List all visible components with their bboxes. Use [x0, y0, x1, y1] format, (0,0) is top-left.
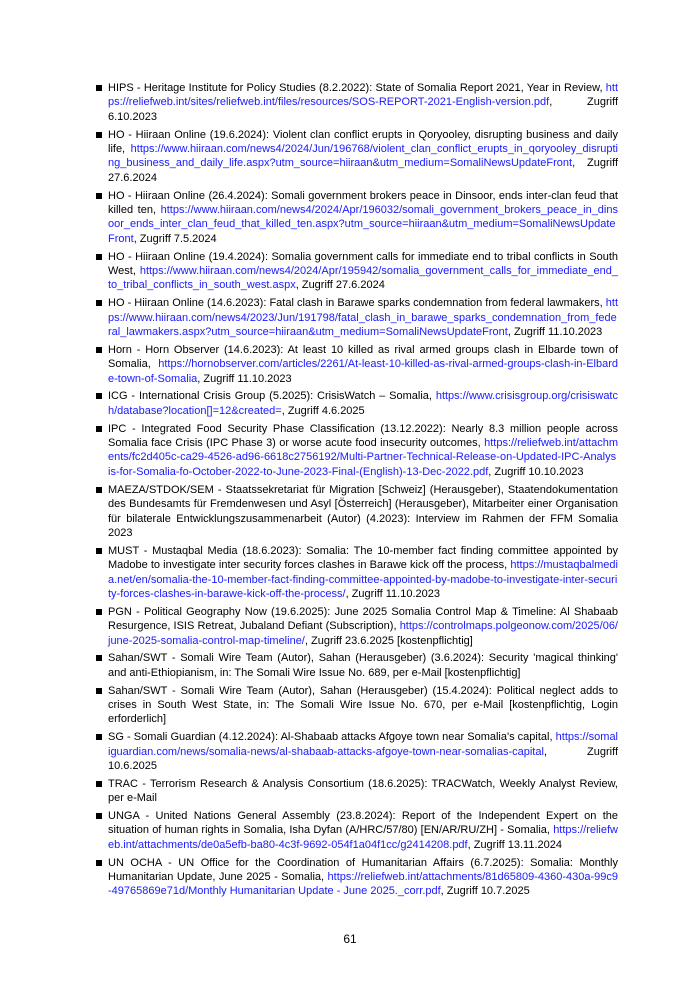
reference-link[interactable]: https://hornobserver.com/articles/2261/At-least-10-killed-as-rival-armed-groups-clash-in-Elbarde-town-of-Somalia: [108, 358, 618, 385]
reference-item: [96, 189, 618, 247]
bullet-icon: [96, 813, 102, 819]
reference-item: [96, 296, 618, 339]
reference-item: [96, 544, 618, 602]
reference-link[interactable]: https://reliefweb.int/sites/reliefweb.int/files/resources/SOS-REPORT-2021-English-version.pdf: [108, 82, 618, 109]
reference-access-date: , Zugriff 27.6.2024: [108, 157, 618, 184]
reference-text: HO - Hiiraan Online (26.4.2024): Somali government brokers peace in Dinsoor, ends inter-clan feud that killed ten,: [108, 189, 618, 217]
reference-link[interactable]: https://mustaqbalmedia.net/en/somalia-the-10-member-fact-finding-committee-appointed-by-madobe-to-investigate-inter-security-forces-clashes-in-barawe-kick-off-the-process/: [108, 559, 618, 600]
reference-text: SG - Somali Guardian (4.12.2024): Al-Shabaab attacks Afgoye town near Somalia's capital,: [108, 731, 556, 744]
bullet-icon: [96, 734, 102, 740]
reference-access-date: , Zugriff 10.6.2025: [108, 745, 618, 772]
reference-text: ICG - International Crisis Group (5.2025): CrisisWatch – Somalia,: [108, 390, 436, 403]
reference-access-date: , Zugriff 11.10.2023: [507, 326, 603, 339]
bullet-icon: [96, 347, 102, 353]
bullet-icon: [96, 85, 102, 91]
bullet-icon: [96, 688, 102, 694]
reference-text: HO - Hiiraan Online (19.6.2024): Violent clan conflict erupts in Qoryooley, disrupting business and daily life,: [108, 128, 618, 156]
reference-text: Sahan/SWT - Somali Wire Team (Autor), Sahan (Herausgeber) (3.6.2024): Security 'magical thinking' and anti-Ethiopianism, in: The Somali Wire Issue No. 689, per e-Mail [kostenpflichtig]: [108, 652, 618, 679]
bullet-icon: [96, 426, 102, 432]
reference-item: [96, 250, 618, 293]
reference-item: [96, 422, 618, 480]
reference-link[interactable]: https://reliefweb.int/attachments/de0a5efb-ba80-4c3f-9692-054f1a04f1cc/g2414208.pdf: [108, 824, 618, 851]
page-number: 61: [343, 932, 357, 946]
reference-text: UN OCHA - UN Office for the Coordination of Humanitarian Affairs (6.7.2025): Somalia: Monthly Humanitarian Update, June 2025 - Somalia,: [108, 856, 618, 883]
reference-access-date: , Zugriff 7.5.2024: [133, 232, 217, 245]
reference-text: MUST - Mustaqbal Media (18.6.2023): Somalia: The 10-member fact finding committee appointed by Madobe to investigate inter security forces clashes in Barawe kick off the process,: [108, 544, 618, 572]
reference-access-date: , Zugriff 23.6.2025 [kostenpflichtig]: [304, 634, 473, 647]
reference-access-date: , Zugriff 10.7.2025: [440, 885, 530, 898]
reference-access-date: , Zugriff 13.11.2024: [467, 838, 562, 851]
reference-item: [96, 343, 618, 386]
reference-access-date: , Zugriff 27.6.2024: [295, 279, 385, 292]
bullet-icon: [96, 393, 102, 399]
reference-text: Horn - Horn Observer (14.6.2023): At least 10 killed as rival armed groups clash in Elbarde town of Somalia,: [108, 343, 618, 371]
reference-text: TRAC - Terrorism Research & Analysis Consortium (18.6.2025): TRACWatch, Weekly Analyst Review, per e-Mail: [108, 777, 618, 805]
reference-access-date: , Zugriff 11.10.2023: [197, 372, 292, 385]
reference-item: [96, 605, 618, 648]
reference-link[interactable]: https://controlmaps.polgeonow.com/2025/06/june-2025-somalia-control-map-timeline/: [108, 620, 618, 647]
reference-access-date: , Zugriff 11.10.2023: [345, 587, 440, 600]
bullet-icon: [96, 300, 102, 306]
reference-access-date: , Zugriff 10.10.2023: [488, 465, 584, 478]
reference-text: IPC - Integrated Food Security Phase Classification (13.12.2022): Nearly 8.3 million people across Somalia face Crisis (IPC Phase 3) or worse acute food insecurity outcomes,: [108, 422, 618, 450]
reference-access-date: , Zugriff 4.6.2025: [281, 404, 365, 417]
reference-text: UNGA - United Nations General Assembly (23.8.2024): Report of the Independent Expert on the situation of human rights in Somalia, Isha Dyfan (A/HRC/57/80) [EN/AR/RU/ZH] - Somalia,: [108, 809, 618, 837]
reference-text: MAEZA/STDOK/SEM - Staatssekretariat für Migration [Schweiz] (Herausgeber), Staatendokumentation des Bundesamts für Fremdenwesen und Asyl [Österreich] (Herausgeber), Mitarbeiter einer Organisation für bilaterale Entwicklungszusammenarbeit (Autor) (4.2023): Interview im Rahmen der FFM Somalia 2023: [108, 483, 618, 539]
bullet-icon: [96, 781, 102, 787]
reference-text: HO - Hiiraan Online (14.6.2023): Fatal clash in Barawe sparks condemnation from federal lawmakers,: [108, 297, 606, 310]
reference-text: Sahan/SWT - Somali Wire Team (Autor), Sahan (Herausgeber) (15.4.2024): Political neglect adds to crises in South West State, in: The Somali Wire Issue No. 670, per e-Mail [kostenpflichtig, Login erforderlich]: [108, 684, 618, 726]
reference-item: [96, 730, 618, 773]
reference-link[interactable]: https://www.crisisgroup.org/crisiswatch/database?location[]=12&created=: [108, 390, 618, 417]
reference-access-date: , Zugriff 6.10.2023: [108, 96, 618, 123]
bullet-icon: [96, 655, 102, 661]
reference-link[interactable]: https://www.hiiraan.com/news4/2023/Jun/191798/fatal_clash_in_barawe_sparks_condemnation_from_federal_lawmakers.aspx?utm_source=hiiraan&utm_medium=SomaliNewsUpdateFront: [108, 297, 618, 339]
reference-link[interactable]: https://www.hiiraan.com/news4/2024/Apr/196032/somali_government_brokers_peace_in_dinsoor_ends_inter_clan_feud_that_killed_ten.aspx?utm_source=hiiraan&utm_medium=SomaliNewsUpdateFront: [108, 204, 618, 245]
bullet-icon: [96, 487, 102, 493]
reference-item: [96, 684, 618, 727]
reference-item: [96, 651, 618, 680]
reference-item: [96, 809, 618, 852]
bullet-icon: [96, 548, 102, 554]
reference-link[interactable]: https://www.hiiraan.com/news4/2024/Apr/195942/somalia_government_calls_for_immediate_end_to_tribal_conflicts_in_south_west.aspx: [108, 265, 618, 292]
bullet-icon: [96, 254, 102, 260]
reference-item: [96, 128, 618, 186]
reference-link[interactable]: https://reliefweb.int/attachments/fc2d405c-ca29-4526-ad96-6618c2756192/Multi-Partner-Technical-Release-on-Updated-IPC-Analysis-for-Somalia-fo-October-2022-to-June-2023-Final-(English)-13-Dec-2022.pdf: [108, 437, 618, 478]
reference-item: [96, 389, 618, 418]
bullet-icon: [96, 193, 102, 199]
reference-item: [96, 856, 618, 899]
bullet-icon: [96, 609, 102, 615]
bullet-icon: [96, 132, 102, 138]
reference-item: [96, 81, 618, 124]
reference-link[interactable]: https://somaliguardian.com/news/somalia-news/al-shabaab-attacks-afgoye-town-near-somalias-capital: [108, 731, 618, 758]
reference-item: [96, 483, 618, 541]
reference-link[interactable]: https://www.hiiraan.com/news4/2024/Jun/196768/violent_clan_conflict_erupts_in_qoryooley_disrupting_business_and_daily_life.aspx?utm_source=hiiraan&utm_medium=SomaliNewsUpdateFront: [108, 143, 618, 170]
reference-item: [96, 777, 618, 806]
bullet-icon: [96, 860, 102, 866]
reference-text: HIPS - Heritage Institute for Policy Studies (8.2.2022): State of Somalia Report 2021, Year in Review,: [108, 82, 606, 94]
reference-text: PGN - Political Geography Now (19.6.2025): June 2025 Somalia Control Map & Timeline: Al Shabaab Resurgence, ISIS Retreat, Jubaland Defiant (Subscription),: [108, 605, 618, 633]
reference-link[interactable]: https://reliefweb.int/attachments/81d65809-4360-430a-99c9-49765869e71d/Monthly Humanitarian Update - June 2025._corr.pdf: [108, 870, 618, 898]
reference-list: [96, 81, 618, 902]
reference-text: HO - Hiiraan Online (19.4.2024): Somalia government calls for immediate end to tribal conflicts in South West,: [108, 250, 618, 278]
